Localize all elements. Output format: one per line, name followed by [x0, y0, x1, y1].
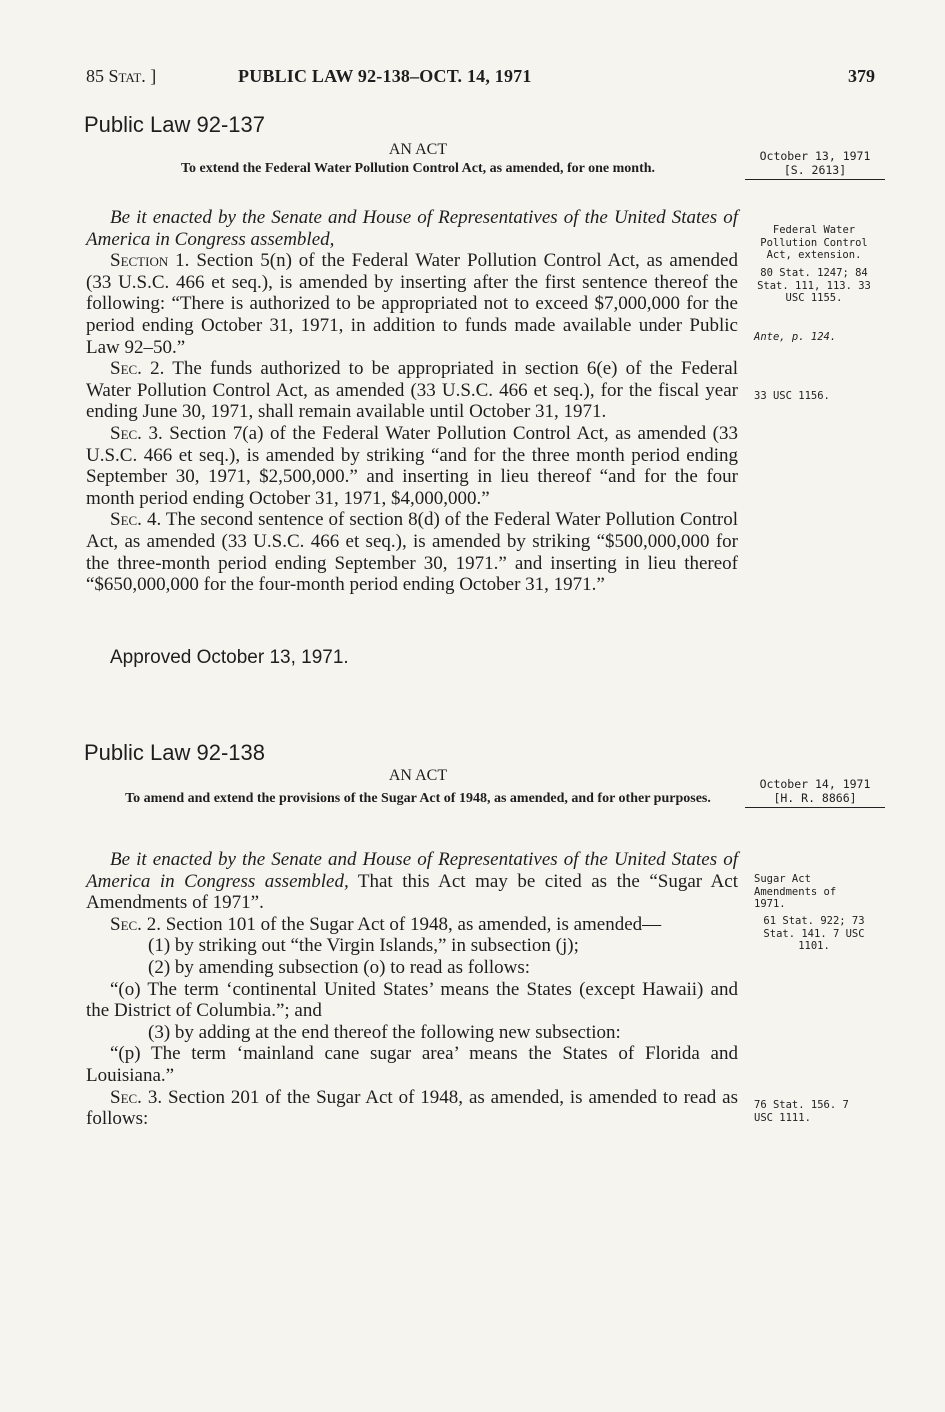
law2-date-block [750, 777, 880, 808]
law1-section-1 [86, 250, 738, 358]
law2-body [86, 849, 738, 1130]
law1-margin-ante: Ante, p. 124. [754, 331, 837, 343]
section-text: 2. The funds authorized to be appropriated in section 6(e) of the Federal Water Pollution Control Act, as amended (33 U.S.C. 466 et seq.), for the fiscal year ending June 30, 1971, shall remain available until October 31, 1971. [86, 358, 739, 423]
law1-section-3 [86, 423, 738, 509]
law2-quote-p: “(p) The term ‘mainland cane sugar area’ means the States of Florida and Louisiana.” [86, 1043, 738, 1086]
law1-section-2 [86, 358, 738, 423]
law2-section-2 [86, 914, 738, 936]
law1-date-block [750, 149, 880, 180]
section-text: 2. Section 101 of the Sugar Act of 1948, as amended, is amended— [146, 913, 662, 935]
law1-an-act: AN ACT [388, 141, 448, 158]
law2-section-3 [86, 1087, 738, 1130]
law2-item-3: (3) by adding at the end thereof the following new subsection: [148, 1021, 621, 1043]
law1-margin-citation-1: 80 Stat. 1247; 84 Stat. 111, 113. 33 USC 1155. [757, 267, 871, 304]
law2-item-2: (2) by amending subsection (o) to read as follows: [148, 956, 531, 978]
law1-bill-number: [S. 2613] [783, 163, 847, 177]
law1-title: Public Law 92-137 [84, 112, 266, 137]
law2-item-1: (1) by striking out “the Virgin Islands,” in subsection (j); [148, 935, 579, 957]
law2-date-rule [745, 807, 885, 808]
section-heading: Sec. [110, 422, 142, 444]
law2-bill-number: [H. R. 8866] [773, 791, 857, 805]
short-title-clause: That this Act may be cited as the “Sugar Act Amendments of 1971”. [86, 870, 738, 914]
page-number: 379 [848, 66, 875, 86]
law2-margin-citation-1: 61 Stat. 922; 73 Stat. 141. 7 USC 1101. [763, 915, 865, 952]
law2-date: October 14, 1971 [759, 777, 871, 791]
section-text: 3. Section 201 of the Sugar Act of 1948, as amended, is amended to read as follows: [86, 1086, 739, 1130]
law1-body [86, 207, 738, 596]
law1-act-title: To extend the Federal Water Pollution Control Act, as amended, for one month. [180, 161, 656, 176]
law1-enacting-clause: Be it enacted by the Senate and House of Representatives of the United States of America in Congress assembled, [86, 207, 738, 250]
section-heading: Sec. [110, 509, 142, 531]
law1-margin-note: Federal Water Pollution Control Act, extension. [760, 224, 868, 261]
section-heading: Sec. [110, 358, 142, 380]
law2-an-act: AN ACT [388, 767, 448, 784]
section-heading: Sec. [110, 913, 142, 935]
section-text: 4. The second sentence of section 8(d) of the Federal Water Pollution Control Act, as amended (33 U.S.C. 466 et seq.), is amended by striking “$500,000,000 for the three-month period ending September 30, 1971.” and inserting in lieu thereof “$650,000,000 for the four-month period ending October 31, 1971.” [86, 509, 739, 596]
law1-section-4 [86, 509, 738, 595]
running-head-volume: 85 Stat. ] [86, 66, 157, 86]
law1-approved: Approved October 13, 1971. [110, 647, 349, 668]
law2-margin-citation-2: 76 Stat. 156. 7 USC 1111. [754, 1099, 849, 1124]
law2-quote-o: “(o) The term ‘continental United States’ means the States (except Hawaii) and the District of Columbia.”; and [86, 978, 738, 1022]
law1-date-rule [745, 179, 885, 180]
law2-enacting-clause [86, 849, 738, 914]
law2-margin-note: Sugar Act Amendments of 1971. [754, 873, 837, 910]
law1-date: October 13, 1971 [759, 149, 871, 163]
section-text: 3. Section 7(a) of the Federal Water Pollution Control Act, as amended (33 U.S.C. 466 et seq.), is amended by striking “and for the three month period ending September 30, 1971, $2,500,000.” and inserting in lieu thereof “and for the four month period ending October 31, 1971, $4,000,000.” [86, 422, 738, 509]
law2-act-title: To amend and extend the provisions of the Sugar Act of 1948, as amended, and for other purposes. [125, 791, 711, 806]
section-heading: Section [110, 250, 169, 272]
section-heading: Sec. [110, 1086, 142, 1108]
law2-title: Public Law 92-138 [84, 740, 266, 765]
enacting-words: Be it enacted by the Senate and House of Representatives of the United States of America in Congress assembled, [86, 849, 738, 892]
running-head-title: PUBLIC LAW 92-138–OCT. 14, 1971 [238, 66, 532, 86]
law1-margin-citation-2: 33 USC 1156. [754, 390, 830, 402]
section-text: 1. Section 5(n) of the Federal Water Pollution Control Act, as amended (33 U.S.C. 466 et seq.), is amended by inserting after the first sentence thereof the following: “There is authorized to be appropriated not to exceed $7,000,000 for the period ending October 31, 1971, in addition to funds made available under Public Law 92–50.” [86, 250, 738, 358]
